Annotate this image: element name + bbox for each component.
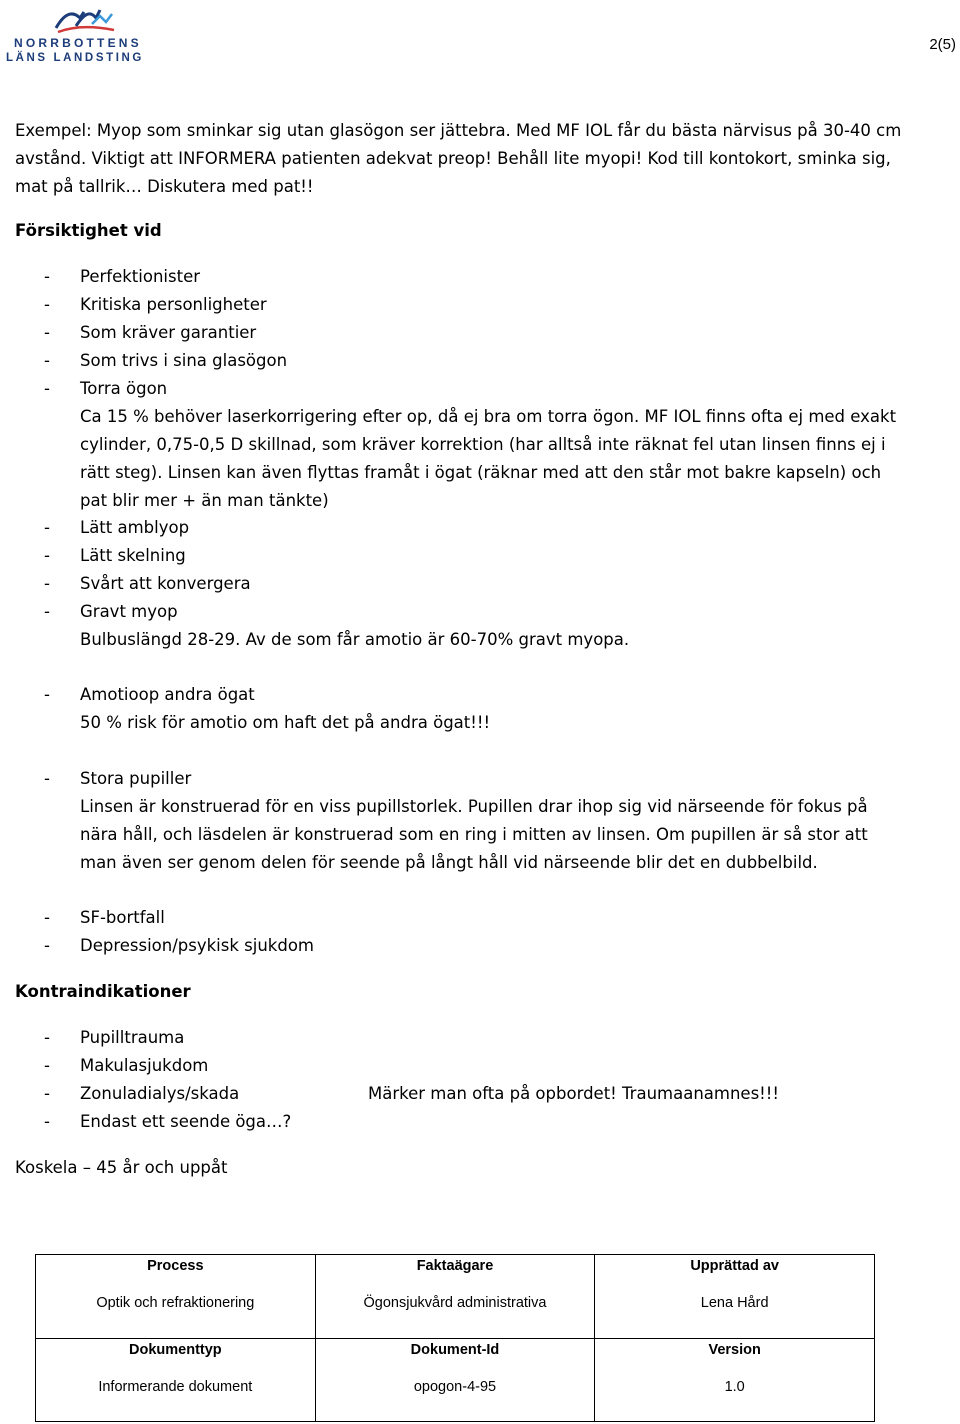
author-label: Upprättad av (690, 1258, 779, 1274)
contra-side-note: Märker man ofta på opbordet! Traumaanamnes!!! (368, 1084, 780, 1103)
process-label: Process (147, 1258, 204, 1274)
docid-label: Dokument-Id (410, 1341, 500, 1358)
list-item: - Perfektionister (44, 267, 201, 286)
author-value: Lena Hård (700, 1295, 769, 1311)
owner-cell (315, 1255, 595, 1339)
list-item: - Endast ett seende öga…? (44, 1112, 292, 1131)
caution-heading: Försiktighet vid (15, 221, 162, 240)
pupil-note: Linsen är konstruerad för en viss pupillstorlek. Pupillen drar ihop sig vid närseende för fokus på nära håll, och läsdelen är konstruerad som en ring i mitten av linsen. Om pupillen är så stor att man även ser genom delen för seende på långt håll vid närseende blir det en dubbelbild. (80, 797, 868, 872)
list-item: - Pupilltrauma (44, 1028, 185, 1047)
logo-text-line1: NORRBOTTENS (14, 36, 142, 50)
list-item: - Zonuladialys/skada (44, 1084, 240, 1103)
dry-eye-note: Ca 15 % behöver laserkorrigering efter op, då ej bra om torra ögon. MF IOL finns ofta ej med exakt cylinder, 0,75-0,5 D skillnad, som kräver korrektion (har alltså inte räknat fel utan linsen finns ej i rätt steg). Linsen kan även flyttas framåt i ögat (räknar med att den står mot bakre kapseln) och pat blir mer + än man tänkte) (80, 407, 897, 510)
list-item: - Svårt att konvergera (44, 574, 251, 593)
logo-text-line2: LÄNS LANDSTING (6, 52, 144, 64)
process-cell (36, 1255, 316, 1339)
logo (6, 6, 158, 64)
list-item: - Gravt myop (44, 602, 178, 621)
doctype-label: Dokumenttyp (129, 1341, 222, 1358)
version-value: 1.0 (724, 1378, 745, 1395)
contra-heading: Kontraindikationer (15, 982, 191, 1001)
version-cell (595, 1338, 875, 1422)
doctype-value: Informerande dokument (98, 1378, 253, 1395)
list-item: - Lätt amblyop (44, 518, 190, 537)
list-item: - Makulasjukdom (44, 1056, 209, 1075)
version-label: Version (708, 1341, 761, 1358)
process-value: Optik och refraktionering (96, 1295, 255, 1311)
list-item: - Torra ögon (44, 379, 168, 398)
doctype-cell (36, 1338, 316, 1422)
page-number: 2(5) (929, 36, 956, 53)
docid-value: opogon-4-95 (413, 1378, 497, 1395)
list-item: - Kritiska personligheter (44, 295, 267, 314)
intro-paragraph: Exempel: Myop som sminkar sig utan glasögon ser jättebra. Med MF IOL får du bästa närvisus på 30-40 cm avstånd. Viktigt att INFORMERA patienten adekvat preop! Behåll lite myopi! Kod till kontokort, sminka sig, mat på tallrik… Diskutera med pat!! (15, 121, 902, 196)
owner-value: Ögonsjukvård administrativa (363, 1295, 547, 1311)
docid-cell (315, 1338, 595, 1422)
list-item: - Depression/psykisk sjukdom (44, 936, 314, 955)
list-item: - Som trivs i sina glasögon (44, 351, 288, 370)
amotio-note: 50 % risk för amotio om haft det på andra ögat!!! (80, 713, 491, 732)
koskela-note: Koskela – 45 år och uppåt (15, 1158, 228, 1177)
author-cell (595, 1255, 875, 1339)
list-item: - Som kräver garantier (44, 323, 257, 342)
document-info-table (35, 1254, 875, 1422)
list-item: - Lätt skelning (44, 546, 186, 565)
list-item: - Stora pupiller (44, 769, 192, 788)
owner-label: Faktaägare (416, 1258, 494, 1274)
list-item: - Amotioop andra ögat (44, 685, 255, 704)
logo-waves-icon (54, 6, 118, 34)
myop-note: Bulbuslängd 28-29. Av de som får amotio är 60-70% gravt myopa. (80, 630, 630, 649)
list-item: - SF-bortfall (44, 908, 165, 927)
